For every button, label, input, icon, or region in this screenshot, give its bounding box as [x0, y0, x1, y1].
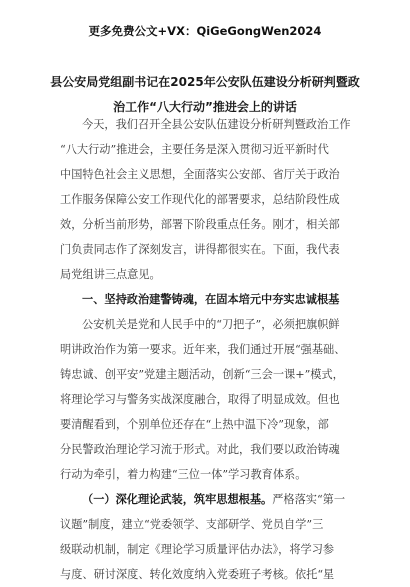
paragraph-line: 要清醒看到，个别单位还存在“上热中温下冷”现象，部 [60, 418, 329, 431]
opening-paragraph [60, 112, 360, 287]
paragraph-line: 工作服务保障公安工作现代化的部署要求，总结阶段性成 [60, 193, 340, 206]
section-1 [60, 287, 360, 587]
paragraph-line: 级联动机制，制定《理论学习质量评估办法》，将学习参 [60, 543, 335, 556]
promo-banner: 更多免费公文+VX：QiGeGongWen2024 [88, 24, 322, 38]
title-line-2: 治工作“八大行动”推进会上的讲话 [113, 100, 297, 114]
paragraph-line: 分民警政治理论学习流于形式。对此，我们要以政治铸魂 [60, 443, 340, 456]
paragraph-line: “八大行动”推进会，主要任务是深入贯彻习近平新时代 [60, 143, 329, 156]
paragraph-line: 明讲政治作为第一要求。近年来，我们通过开展“强基础、 [60, 343, 346, 356]
paragraph-line: 将理论学习与警务实战深度融合，取得了明显成效。但也 [60, 393, 340, 406]
paragraph-line: 行动为牵引，着力构建“三位一体”学习教育体系。 [60, 468, 307, 481]
paragraph-line: 中国特色社会主义思想，全面落实公安部、省厅关于政治 [60, 168, 340, 181]
section-heading: 一、坚持政治建警铸魂，在固本培元中夯实忠诚根基 [82, 293, 340, 306]
paragraph-line: 公安机关是党和人民手中的“刀把子”，必须把旗帜鲜 [82, 318, 340, 331]
title-line-1: 县公安局党组副书记在2025年公安队伍建设分析研判暨政 [50, 75, 360, 89]
paragraph-line: 今天，我们召开全县公安队伍建设分析研判暨政治工作 [82, 118, 351, 131]
subsection-heading: （一）深化理论武装，筑牢思想根基。 [82, 493, 273, 506]
paragraph-line: 局党组讲三点意见。 [60, 268, 161, 281]
paragraph-line: 门负责同志作了深刻发言，讲得都很实在。下面，我代表 [60, 243, 340, 256]
paragraph-line: 与度、研讨深度、转化效度纳入党委班子考核。依托“星 [60, 568, 335, 581]
paragraph-line: 铸忠诚、创平安”党建主题活动，创新“三会一课+”模式， [60, 368, 344, 381]
paragraph-line: 议题”制度，建立“党委领学、支部研学、党员自学”三 [60, 518, 324, 531]
subsection-first-line [60, 487, 360, 512]
paragraph-line: 效，分析当前形势，部署下阶段重点任务。刚才，相关部 [60, 218, 340, 231]
subsection-text: 严格落实“第一 [272, 493, 346, 506]
